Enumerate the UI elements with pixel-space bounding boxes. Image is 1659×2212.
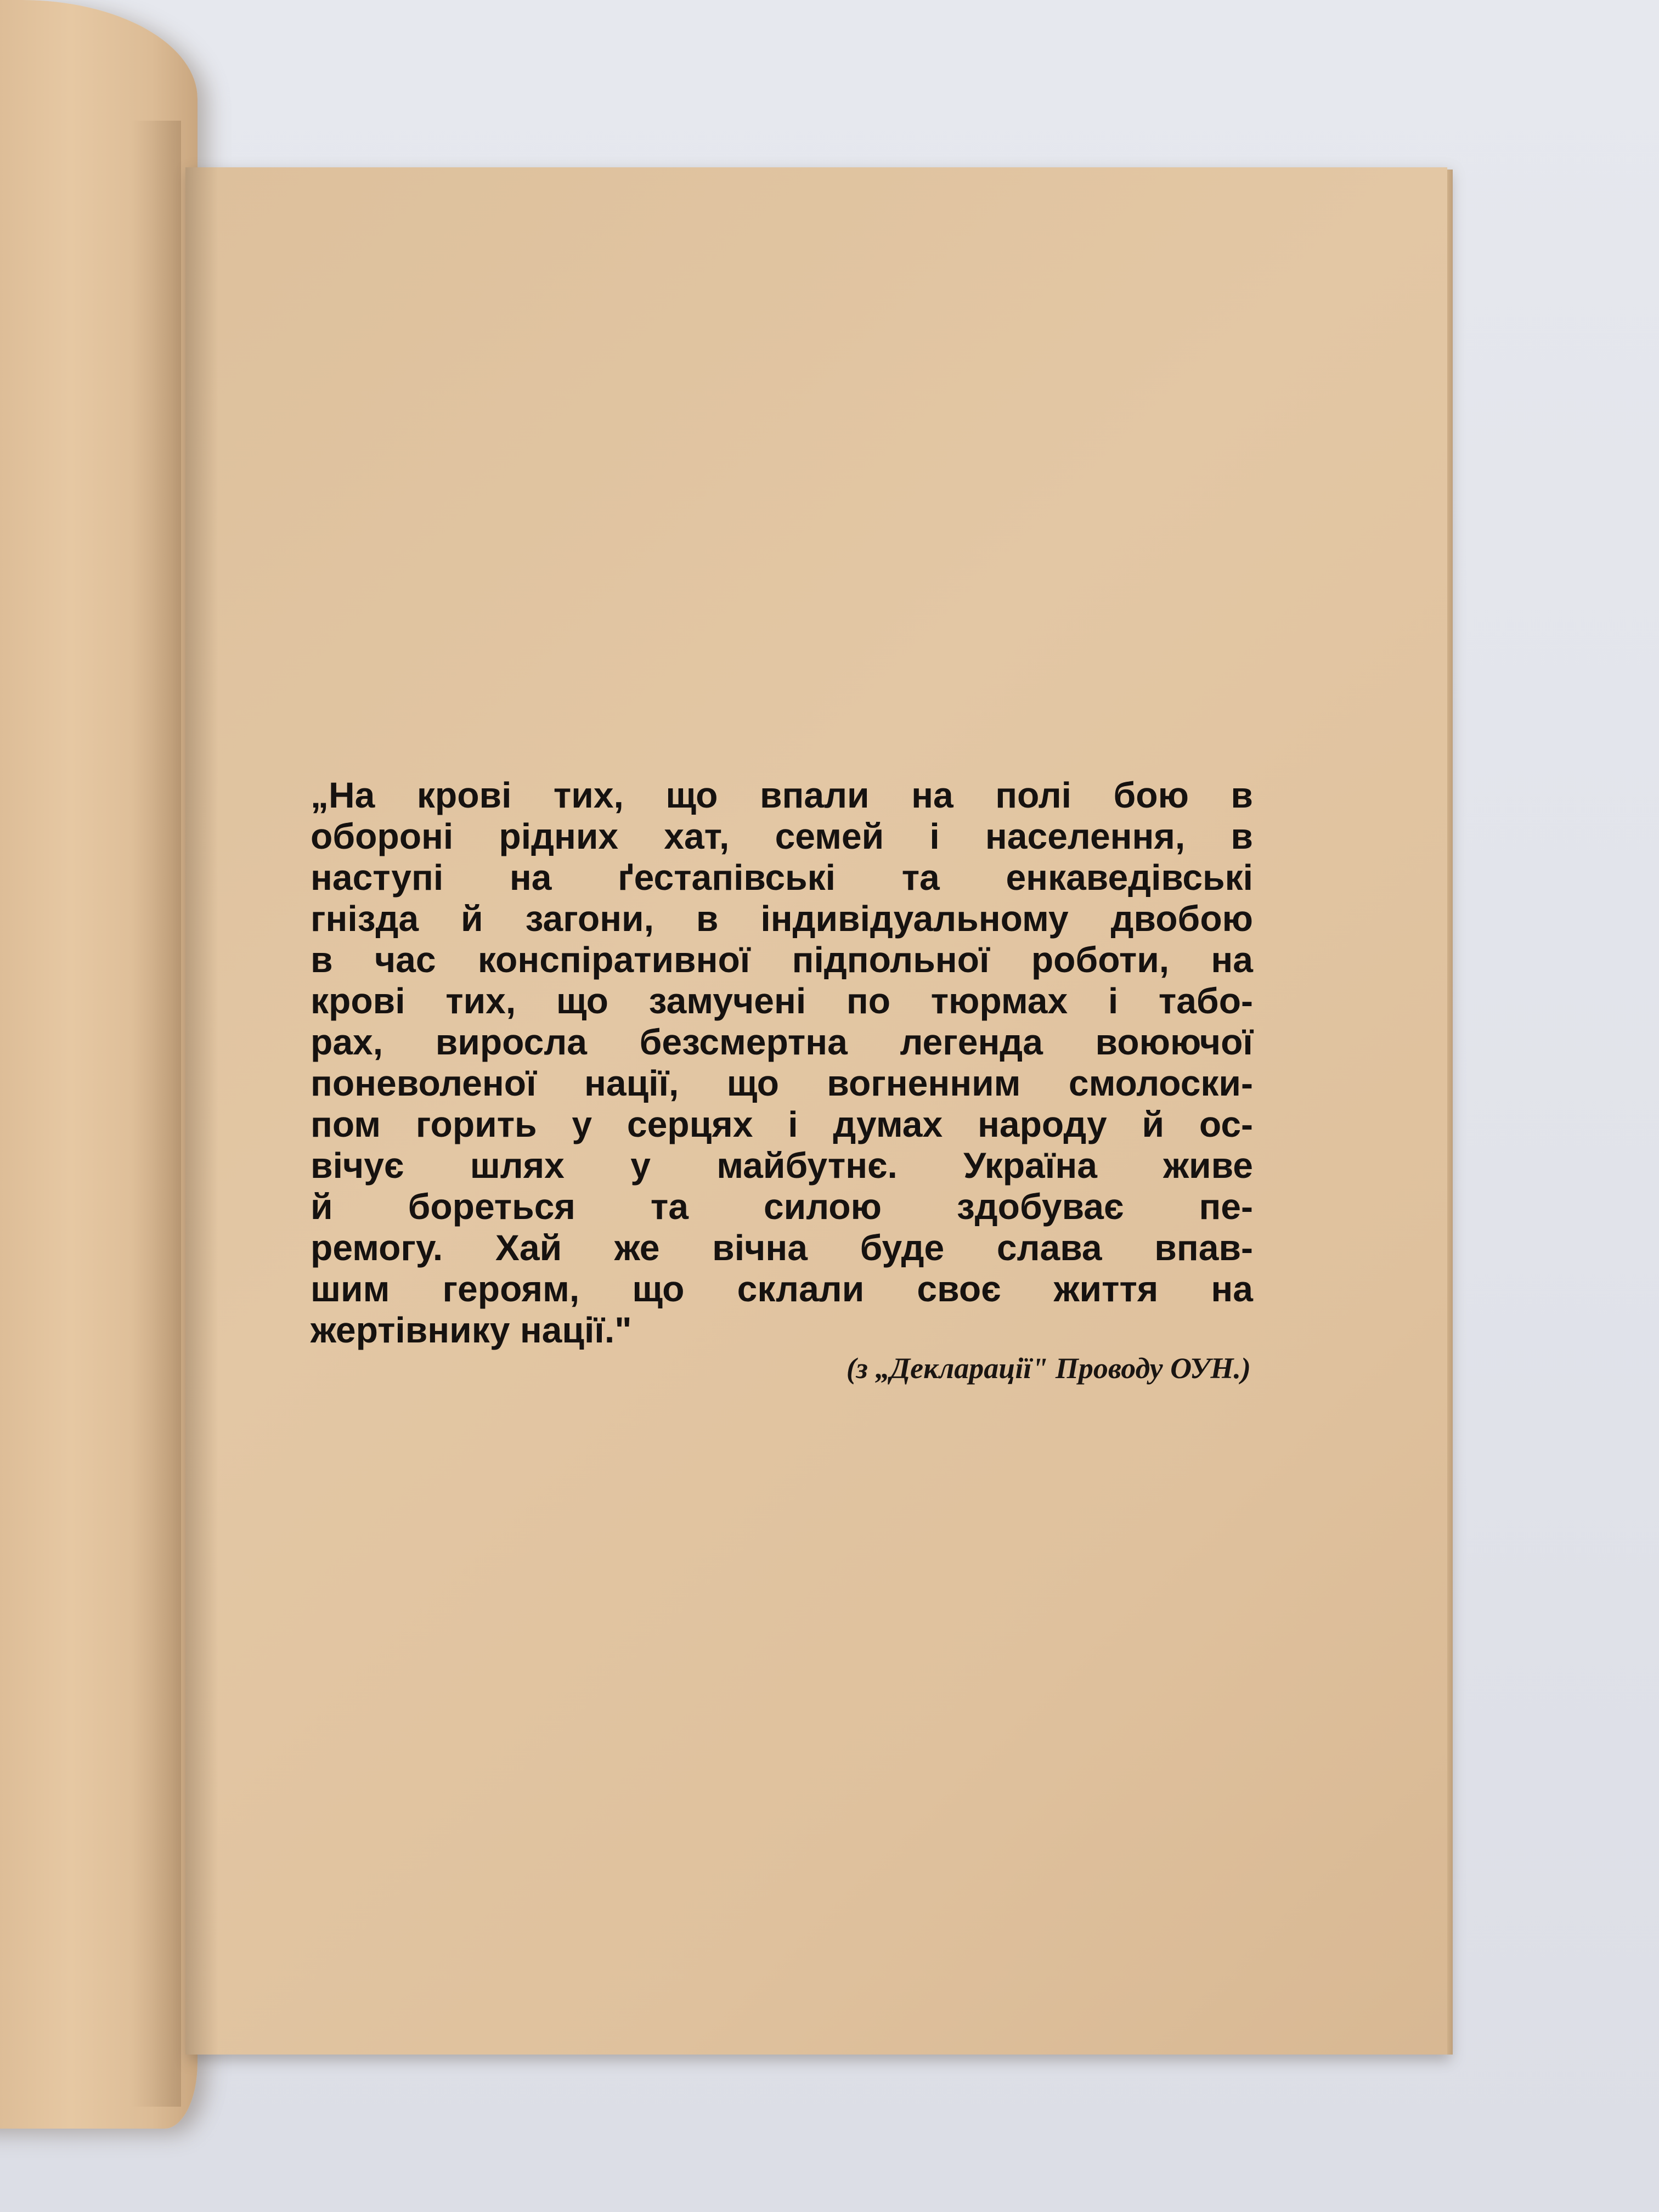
quote-line: крові тих, що замучені по тюрмах і табо- — [311, 980, 1253, 1021]
gutter-shadow — [185, 167, 218, 2055]
quote-source: (з „Декларації" Проводу ОУН.) — [846, 1352, 1251, 1385]
quote-line: вічує шлях у майбутнє. Україна живе — [311, 1145, 1253, 1186]
quote-line: „На крові тих, що впали на полі бою в — [311, 775, 1253, 815]
left-page-shadow — [132, 121, 181, 2107]
left-page — [0, 0, 198, 2129]
quote-line: обороні рідних хат, семей і населення, в — [311, 816, 1253, 856]
quote-line: ремогу. Хай же вічна буде слава впав- — [311, 1227, 1253, 1268]
quote-line: пом горить у серцях і думах народу й ос- — [311, 1104, 1253, 1144]
quote-line: рах, виросла безсмертна легенда воюючої — [311, 1022, 1253, 1062]
quote-line: гнізда й загони, в індивідуальному двобою — [311, 898, 1253, 939]
quote-block — [311, 775, 1253, 1351]
quote-line: наступі на ґестапівські та енкаведівські — [311, 857, 1253, 898]
quote-line: й бореться та силою здобуває пе- — [311, 1186, 1253, 1227]
quote-line: в час конспіративної підпольної роботи, на — [311, 939, 1253, 980]
quote-line: шим героям, що склали своє життя на — [311, 1268, 1253, 1309]
quote-line: жертівнику нації." — [311, 1310, 632, 1350]
page-edge — [1447, 170, 1453, 2055]
quote-line: поневоленої нації, що вогненним смолоски- — [311, 1063, 1253, 1103]
